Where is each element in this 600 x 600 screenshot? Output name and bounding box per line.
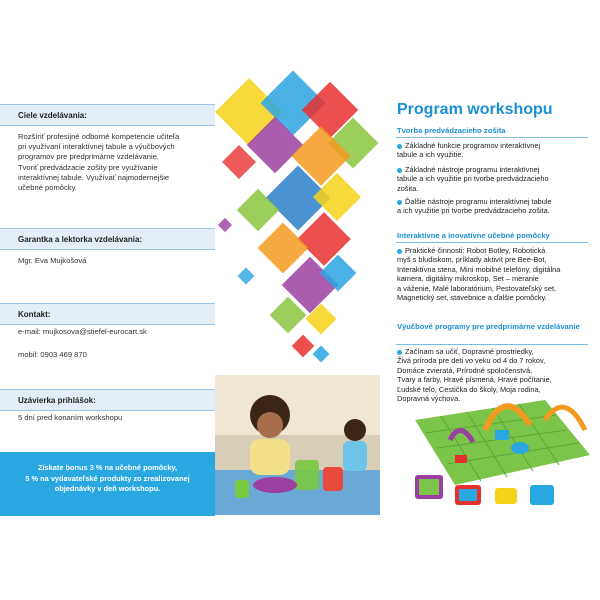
section-divider xyxy=(396,344,588,345)
bullet-line: Domáce zvieratá, Prírodné spoločenstvá, xyxy=(397,365,533,375)
bullet-dot-icon xyxy=(397,144,402,149)
bullet-item xyxy=(397,246,589,302)
bonus-line: objednávky v deň workshopu. xyxy=(54,484,161,494)
contact-header: Kontakt: xyxy=(0,303,215,325)
goals-line: programov pre predprimárne vzdelávanie. xyxy=(18,152,159,162)
bullet-line: tabule a ich využitie. xyxy=(397,150,464,160)
lecturer-name: Mgr. Eva Mujkošová xyxy=(18,256,87,265)
bullet-line: a ich využitie pri tvorbe predvádzacieho zošita. xyxy=(397,206,550,216)
bullet-line: zošita. xyxy=(397,183,419,193)
bullet-line: Základné funkcie programov interaktívnej xyxy=(405,141,541,150)
bonus-banner xyxy=(0,452,215,516)
mosaic-square xyxy=(238,268,255,285)
deadline-text: 5 dní pred konaním workshopu xyxy=(18,413,123,422)
bullet-line: a váženie, Malé laboratórium, Pestovateľský set, xyxy=(397,283,557,293)
bullet-line: Ďalšie nástroje programu interaktívnej tabule xyxy=(405,197,552,206)
bullet-line: Tvary a farby, Hravé písmená, Hravé počítanie, xyxy=(397,375,552,385)
contact-email[interactable]: e-mail: mujkosova@stiefel-eurocart.sk xyxy=(18,327,147,336)
goals-line: Tvoriť predvádzacie zošity pre využívanie xyxy=(18,162,158,172)
section-heading-2: Interaktívne a inovatívne učebné pomôcky xyxy=(397,231,550,240)
bullet-line: Praktické činnosti: Robot Botley, Robotická xyxy=(405,246,546,255)
bullet-line: Magnetický set, stavebnice a ďalšie pomôcky. xyxy=(397,293,547,303)
bullet-line: Začínam sa učiť, Dopravné prostriedky, xyxy=(405,347,534,356)
section-divider xyxy=(396,137,588,138)
bullet-line: Dopravná výchova. xyxy=(397,394,461,404)
coding-mat-toys-graphic xyxy=(395,360,595,510)
bullet-item xyxy=(397,197,589,216)
goals-line: učebné pomôcky. xyxy=(18,183,77,193)
left-column xyxy=(0,0,215,600)
mosaic-square xyxy=(292,335,315,358)
program-title: Program workshopu xyxy=(397,101,553,118)
bullet-line: kamera, digitálny mikroskop, Set – meranie xyxy=(397,274,539,284)
bullet-line: myš s bludiskom, príklady aktivít pre Bee-Bot, xyxy=(397,255,547,265)
section-heading-1: Tvorba predvádzacieho zošita xyxy=(397,126,506,135)
contact-mobile: mobil: 0903 469 870 xyxy=(18,350,87,359)
goals-line: interaktívnej tabule. Využívať najmodernejšie xyxy=(18,172,170,182)
goals-header: Ciele vzdelávania: xyxy=(0,104,215,126)
section-divider xyxy=(396,242,588,243)
bullet-line: tabule a ich využitie pri tvorbe predvádzacieho xyxy=(397,174,549,184)
children-lab-photo xyxy=(215,375,380,515)
children-lab-illustration xyxy=(215,375,380,515)
bullet-item xyxy=(397,141,589,160)
section-heading-3: Výučbové programy pre predprimárne vzdelávanie xyxy=(397,322,580,331)
bullet-dot-icon xyxy=(397,200,402,205)
bullet-line: Živá príroda pre deti vo veku od 4 do 7 rokov, xyxy=(397,356,546,366)
bullet-line: Základné nástroje programu interaktívnej xyxy=(405,165,540,174)
bullet-line: Ľudské telo, Cestička do školy, Moja rodina, xyxy=(397,384,541,394)
bonus-line: Získate bonus 3 % na učebné pomôcky, xyxy=(37,463,178,472)
coding-mat-illustration xyxy=(395,360,595,510)
deadline-header: Uzávierka prihlášok: xyxy=(0,389,215,411)
bullet-line: Interaktívna stena, Mini mobilné telefóny, digitálna xyxy=(397,264,561,274)
bullet-dot-icon xyxy=(397,350,402,355)
mosaic-square xyxy=(313,346,330,363)
bullet-dot-icon xyxy=(397,168,402,173)
goals-line: pri využívaní interaktívnej tabule a výučbových xyxy=(18,142,175,152)
goals-text xyxy=(18,132,208,193)
bullet-item xyxy=(397,165,589,193)
bullet-dot-icon xyxy=(397,249,402,254)
bonus-line: 5 % na vydavateľské produkty zo zrealizovanej xyxy=(25,473,190,483)
color-mosaic-graphic xyxy=(215,80,380,370)
goals-line: Rozšíriť profesijné odborné kompetencie učiteľa xyxy=(18,132,180,141)
lecturer-header: Garantka a lektorka vzdelávania: xyxy=(0,228,215,250)
mosaic-square xyxy=(218,218,232,232)
